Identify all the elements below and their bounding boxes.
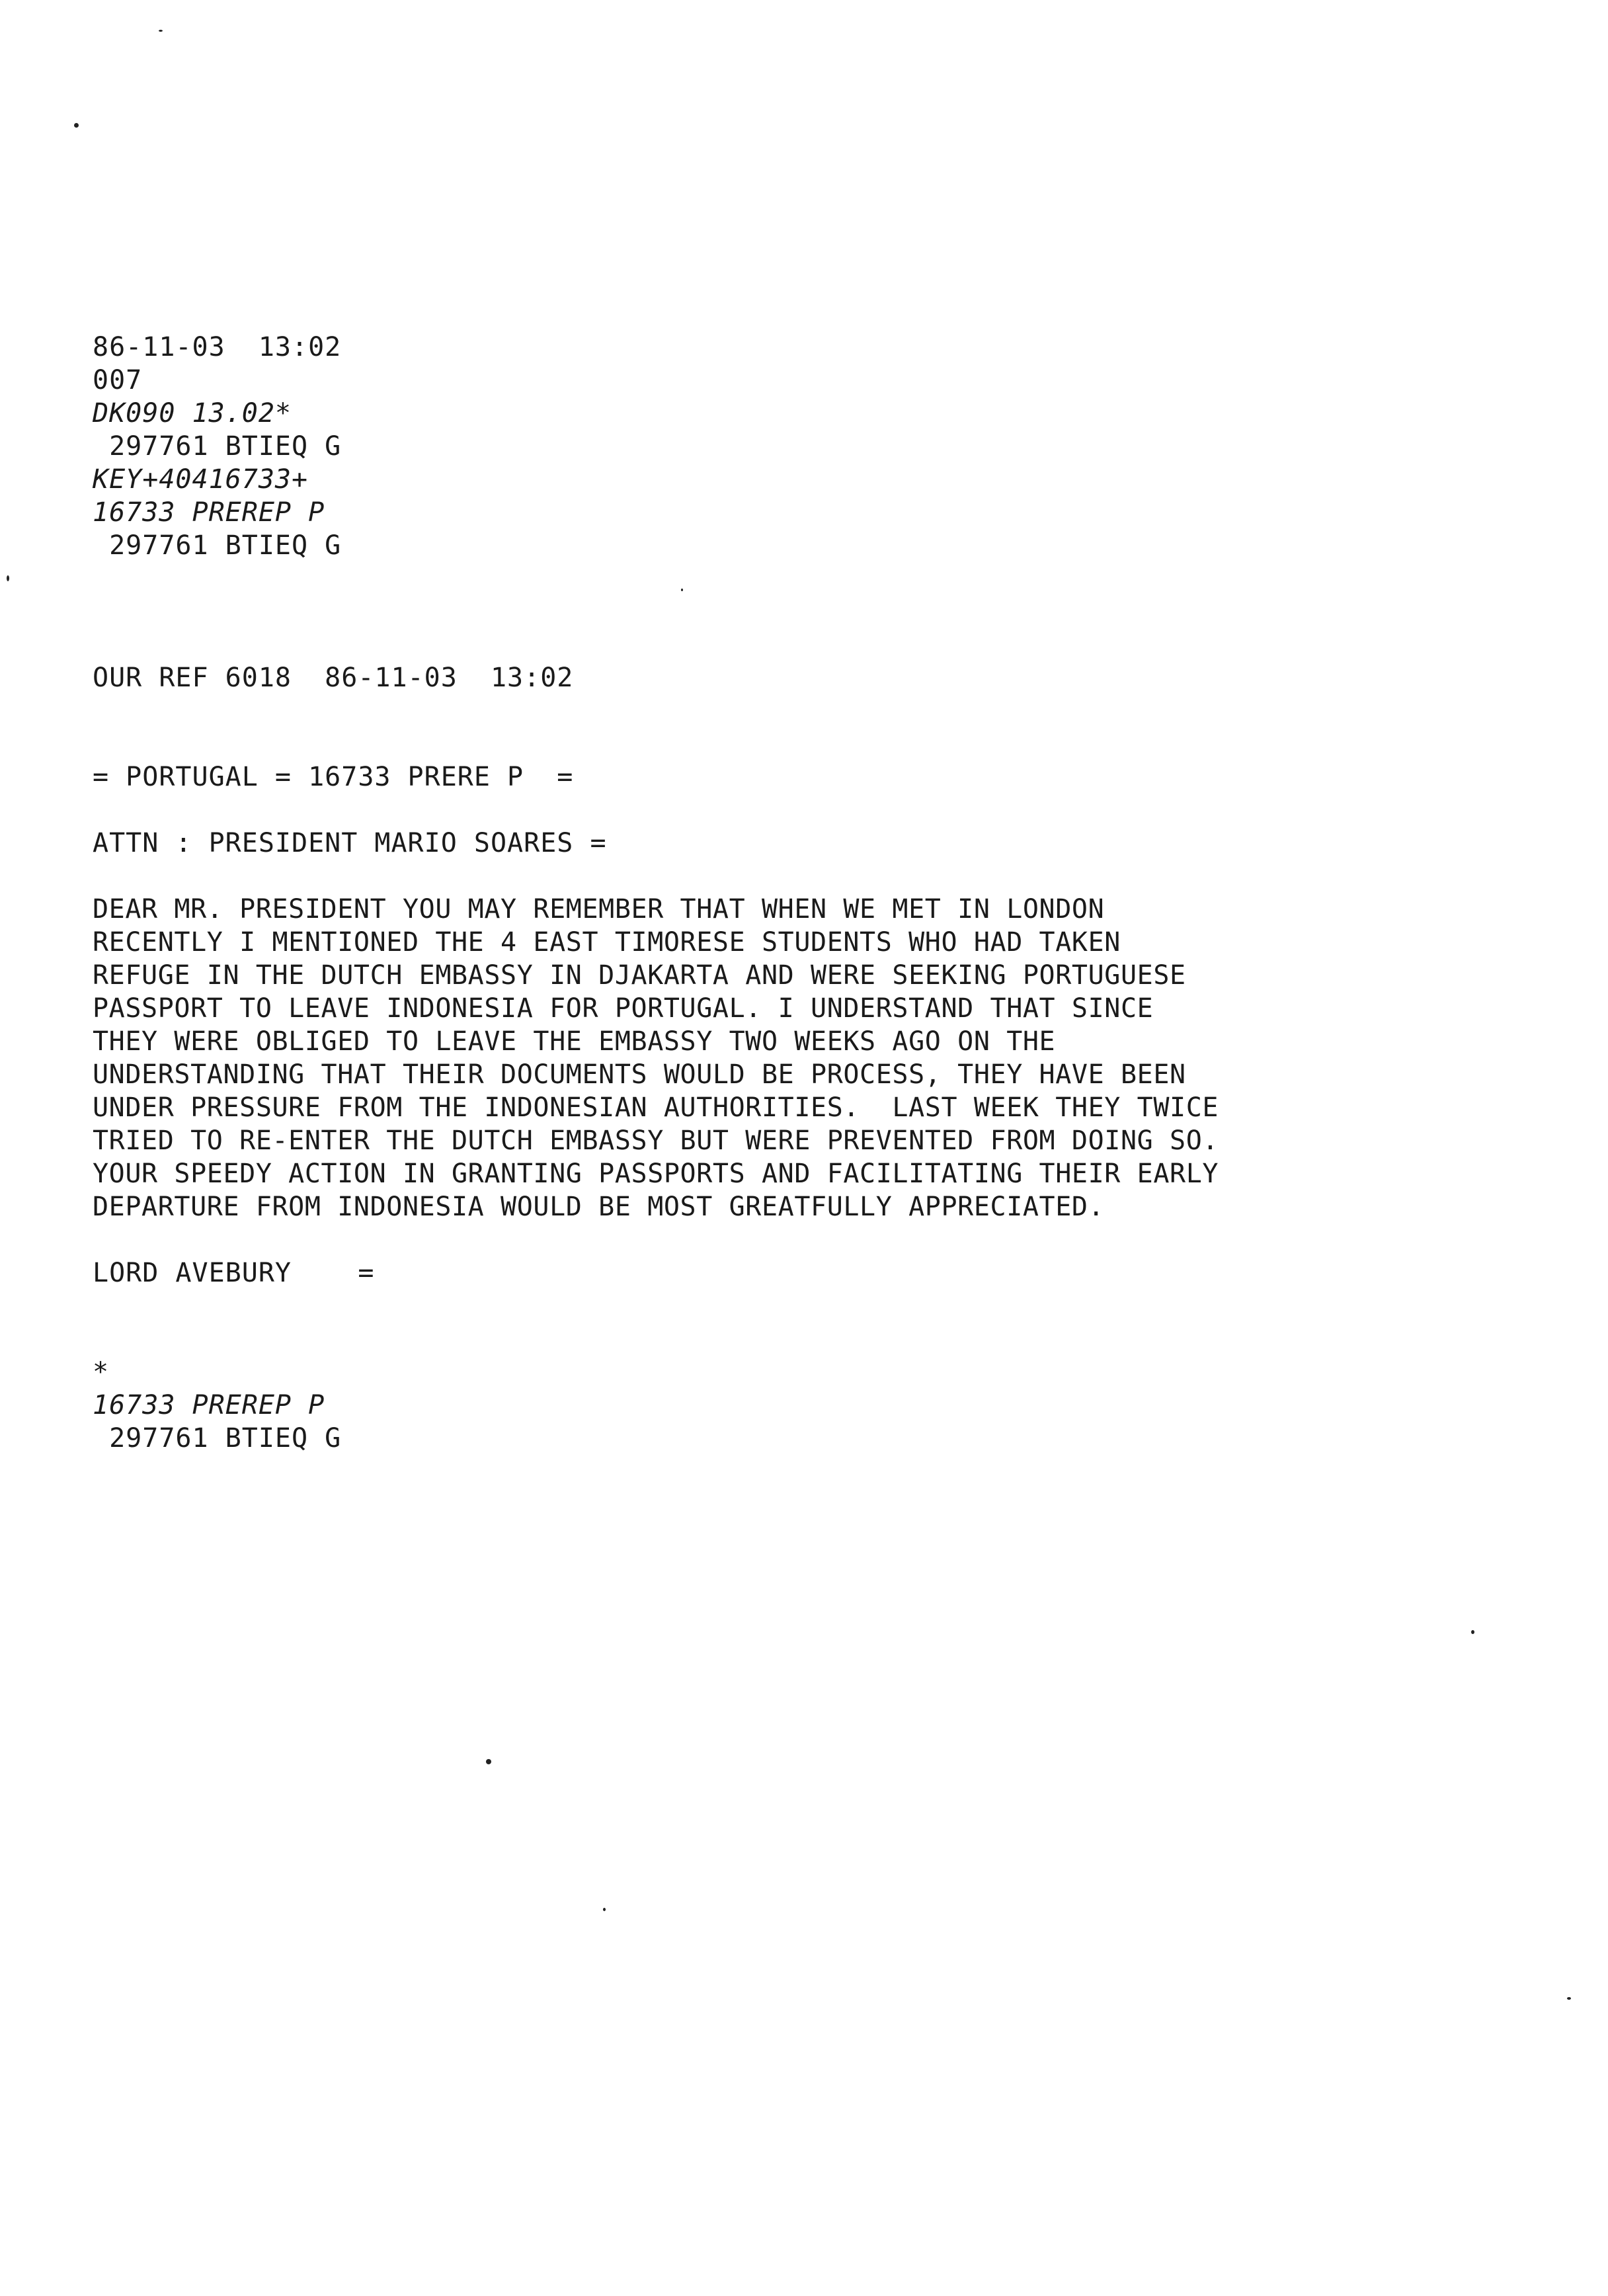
body-line: TRIED TO RE-ENTER THE DUTCH EMBASSY BUT WERE PREVENTED FROM DOING SO. xyxy=(93,1126,1219,1156)
footer-line: 297761 BTIEQ G xyxy=(93,1423,342,1454)
body-line: DEPARTURE FROM INDONESIA WOULD BE MOST GREATFULLY APPRECIATED. xyxy=(93,1192,1105,1222)
address-line: = PORTUGAL = 16733 PRERE P = xyxy=(93,762,574,792)
scan-speck xyxy=(681,589,683,591)
header-line: 297761 BTIEQ G xyxy=(93,530,342,561)
telex-header xyxy=(93,331,1514,562)
attention-line: ATTN : PRESIDENT MARIO SOARES = xyxy=(93,828,607,858)
scan-speck xyxy=(159,30,163,32)
reference-line: OUR REF 6018 86-11-03 13:02 xyxy=(93,663,574,693)
header-line: KEY+40416733+ xyxy=(93,464,309,495)
header-line: 297761 BTIEQ G xyxy=(93,431,342,462)
body-line: YOUR SPEEDY ACTION IN GRANTING PASSPORTS AND FACILITATING THEIR EARLY xyxy=(93,1159,1219,1189)
header-line: 86-11-03 13:02 xyxy=(93,332,342,362)
scan-speck xyxy=(74,123,79,128)
body-line: PASSPORT TO LEAVE INDONESIA FOR PORTUGAL. I UNDERSTAND THAT SINCE xyxy=(93,993,1154,1024)
scan-speck xyxy=(1567,1997,1571,2000)
header-line: DK090 13.02* xyxy=(93,398,292,429)
telex-document xyxy=(93,331,1514,1455)
header-line: 16733 PREREP P xyxy=(93,497,325,528)
scan-speck xyxy=(7,575,9,581)
body-line: UNDER PRESSURE FROM THE INDONESIAN AUTHORITIES. LAST WEEK THEY TWICE xyxy=(93,1092,1219,1123)
body-line: REFUGE IN THE DUTCH EMBASSY IN DJAKARTA AND WERE SEEKING PORTUGUESE xyxy=(93,960,1186,991)
body-line: RECENTLY I MENTIONED THE 4 EAST TIMORESE STUDENTS WHO HAD TAKEN xyxy=(93,927,1121,958)
body-line: THEY WERE OBLIGED TO LEAVE THE EMBASSY TWO WEEKS AGO ON THE xyxy=(93,1026,1056,1057)
scan-speck xyxy=(603,1908,606,1911)
footer-line: 16733 PREREP P xyxy=(93,1390,325,1420)
scan-speck xyxy=(1471,1630,1474,1634)
footer-line: * xyxy=(93,1357,110,1387)
body-line: UNDERSTANDING THAT THEIR DOCUMENTS WOULD BE PROCESS, THEY HAVE BEEN xyxy=(93,1059,1186,1090)
body-line: DEAR MR. PRESIDENT YOU MAY REMEMBER THAT WHEN WE MET IN LONDON xyxy=(93,894,1105,924)
scan-speck xyxy=(486,1759,491,1764)
header-line: 007 xyxy=(93,365,143,395)
signature-line: LORD AVEBURY = xyxy=(93,1258,375,1288)
message-body xyxy=(93,893,1514,1223)
telex-footer xyxy=(93,1356,1514,1455)
